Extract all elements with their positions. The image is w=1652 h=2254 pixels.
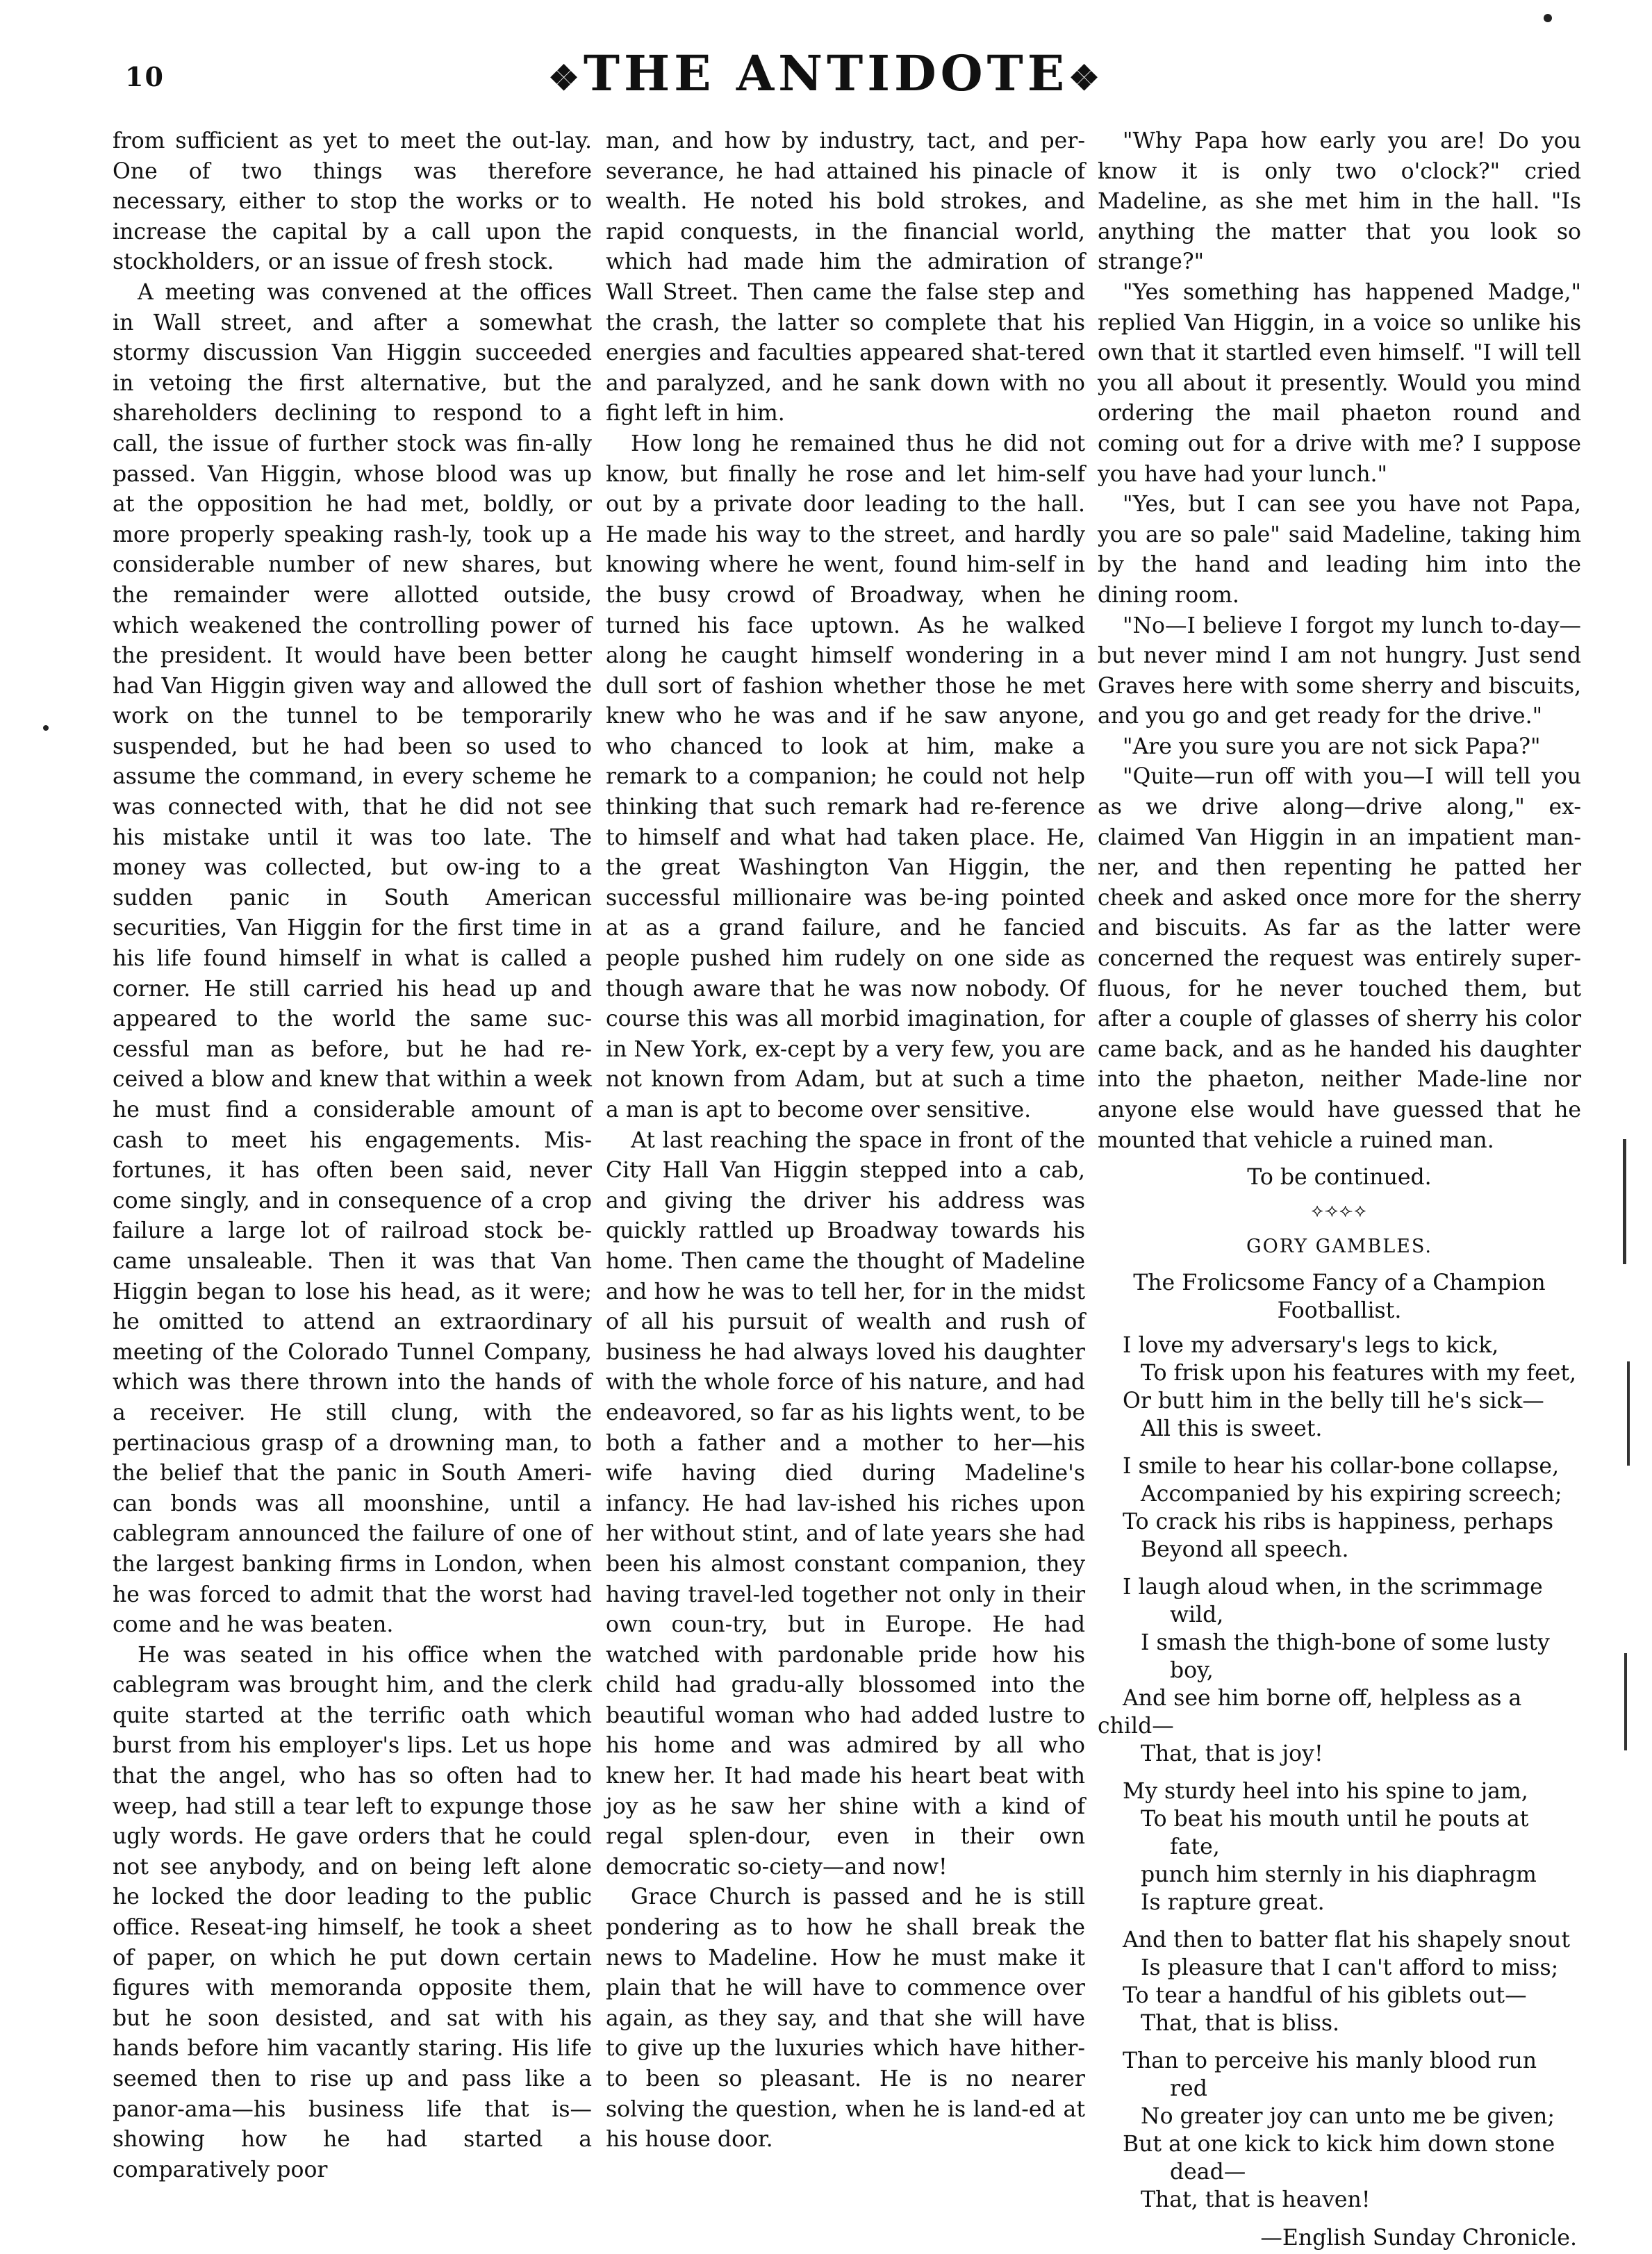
poem-line: To tear a handful of his giblets out— bbox=[1123, 1982, 1527, 2008]
margin-scan-mark bbox=[1624, 1653, 1627, 1750]
poem-attribution: —English Sunday Chronicle. bbox=[1260, 2225, 1577, 2251]
ink-speck bbox=[43, 725, 49, 731]
poem-line: To beat his mouth until he pouts at bbox=[1141, 1806, 1529, 1832]
poem-line: To crack his ribs is happiness, perhaps bbox=[1123, 1509, 1554, 1534]
poem-line: That, that is bliss. bbox=[1141, 2010, 1340, 2036]
poem-stanza bbox=[1098, 1573, 1581, 1768]
ink-speck bbox=[1544, 14, 1552, 22]
poem-stanza bbox=[1098, 1332, 1581, 1443]
poem-line: All this is sweet. bbox=[1141, 1416, 1323, 1441]
paragraph: "Quite—run off with you—I will tell you as we drive along—drive along," ex-claimed Van Higgin in an impatient man-ner, and then repenting he patted her cheek and asked once more for the sherry and biscuits. As far as the latter were concerned the request was entirely super-fluous, for he never touched them, but after a couple of glasses of sherry his color came back, and as he handed his daughter into the phaeton, neither Made-line nor anyone else would have guessed that he mounted that vehicle a ruined man. bbox=[1098, 764, 1581, 1153]
paragraph: At last reaching the space in front of the City Hall Van Higgin stepped into a cab, and giving the driver his address was quickly rattled up Broadway towards his home. Then came the thought of Madeline and how he was to tell her, for in the midst of all his pursuit of wealth and rush of business he had always loved his daughter with the whole force of his nature, and had endeavored, so far as his lights went, to be both a father and a mother to her—his wife having died during Madeline's infancy. He had lav-ished his riches upon her without stint, and of late years she had been his almost constant companion, they having travel-led together not only in their own coun-try, but in Europe. He had watched with pardonable pride how his child had gradu-ally blossomed into the beautiful woman who had added lustre to his home and was admired by all who knew her. It had made his heart beat with joy as he saw her shine with a kind of regal splen-dour, even in their own democratic so-ciety—and now! bbox=[606, 1127, 1085, 1880]
poem-title: GORY GAMBLES. bbox=[1246, 1236, 1432, 1258]
poem-subtitle: The Frolicsome Fancy of a Champion Footballist. bbox=[1133, 1270, 1546, 1323]
poem-line: My sturdy heel into his spine to jam, bbox=[1123, 1778, 1528, 1804]
to-be-continued: To be continued. bbox=[1247, 1165, 1432, 1191]
poem-line: And then to batter flat his shapely snout bbox=[1123, 1927, 1570, 1953]
paragraph: from sufficient as yet to meet the out-lay. One of two things was therefore necessary, either to stop the works or to increase the capital by a call upon the stockholders, or an issue of fresh stock. bbox=[113, 129, 592, 275]
poem-stanza bbox=[1098, 1452, 1581, 1564]
poem-line: boy, bbox=[1170, 1657, 1214, 1683]
paragraph: How long he remained thus he did not know, but finally he rose and let him-self out by a private door leading to the hall. He made his way to the street, and hardly knowing where he went, found him-self in the busy crowd of Broadway, when he turned his face uptown. As he walked along he caught himself wondering in a dull sort of fashion whether those he met knew who he was and if he saw anyone, who chanced to look at him, make a remark to a companion; he could not help thinking that such remark had re-ference to himself and what had taken place. He, the great Washington Van Higgin, the successful millionaire was be-ing pointed at as a grand failure, and he fancied people pushed him rudely on one side as though aware that he was now nobody. Of course this was all morbid imagination, for in New York, ex-cept by a very few, you are not known from Adam, but at such a time a man is apt to become over sensitive. bbox=[606, 431, 1085, 1122]
poem-line: I smile to hear his collar-bone collapse, bbox=[1123, 1453, 1560, 1479]
poem-line: I love my adversary's legs to kick, bbox=[1123, 1332, 1499, 1358]
masthead-ornament-left: ❖ bbox=[548, 57, 584, 99]
poem-line: Beyond all speech. bbox=[1141, 1536, 1349, 1562]
poem-line: Is pleasure that I can't afford to miss; bbox=[1141, 1955, 1559, 1980]
poem-line: That, that is heaven! bbox=[1141, 2187, 1371, 2212]
poem-line: I laugh aloud when, in the scrimmage bbox=[1123, 1574, 1543, 1600]
ornamental-divider: ⟡⟢⟣⟡ bbox=[1311, 1200, 1368, 1221]
poem-line: That, that is joy! bbox=[1141, 1741, 1323, 1766]
poem-line: But at one kick to kick him down stone bbox=[1123, 2131, 1555, 2157]
column-1 bbox=[113, 126, 592, 2185]
paragraph: A meeting was convened at the offices in Wall street, and after a somewhat stormy discussion Van Higgin succeeded in vetoing the first alternative, but the shareholders declining to respond to a call, the issue of further stock was fin-ally passed. Van Higgin, whose blood was up at the opposition he had met, boldly, or more properly speaking rash-ly, took up a considerable number of new shares, but the remainder were allotted outside, which weakened the controlling power of the president. It would have been better had Van Higgin given way and allowed the work on the tunnel to be temporarily suspended, but he had been so used to assume the command, in every scheme he was connected with, that he did not see his mistake until it was too late. The money was collected, but ow-ing to a sudden panic in South American securities, Van Higgin for the first time in his life found himself in what is called a corner. He still carried his head up and appeared to the world the same suc-cessful man as before, but he had re-ceived a blow and knew that within a week he must find a considerable amount of cash to meet his engagements. Mis-fortunes, it has often been said, never come singly, and in consequence of a crop failure a large lot of railroad stock be-came unsaleable. Then it was that Van Higgin began to lose his head, as it were; he omitted to attend an extraordinary meeting of the Colorado Tunnel Company, which was there thrown into the hands of a receiver. He still clung, with the pertinacious grasp of a drowning man, to the belief that the panic in South Ameri-can bonds was all moonshine, until a cablegram announced the failure of one of the largest banking firms in London, when he was forced to admit that the worst had come and he was beaten. bbox=[113, 279, 592, 1638]
poem-line: Than to perceive his manly blood run bbox=[1123, 2048, 1537, 2073]
masthead-ornament-right: ❖ bbox=[1068, 57, 1104, 99]
poem-line: punch him sternly in his diaphragm bbox=[1141, 1862, 1537, 1887]
paragraph: "No—I believe I forgot my lunch to-day—but never mind I am not hungry. Just send Graves here with some sherry and biscuits, and you go and get ready for the drive." bbox=[1098, 613, 1581, 729]
poem-stanza bbox=[1098, 1926, 1581, 2037]
paragraph: "Yes, but I can see you have not Papa, you are so pale" said Madeline, taking him by the hand and leading him into the dining room. bbox=[1098, 492, 1581, 608]
paragraph: "Are you sure you are not sick Papa?" bbox=[1123, 734, 1541, 759]
poem-line: fate, bbox=[1170, 1834, 1220, 1859]
poem-line: No greater joy can unto me be given; bbox=[1141, 2103, 1555, 2129]
paragraph: Grace Church is passed and he is still pondering as to how he shall break the news to Madeline. How he must make it plain that he will have to commence over again, as they say, and that she will have to give up the luxuries which have hither-to been so pleasant. He is no nearer solving the question, when he is land-ed at his house door. bbox=[606, 1884, 1085, 2153]
margin-scan-mark bbox=[1627, 1361, 1630, 1466]
poem-line: I smash the thigh-bone of some lusty bbox=[1141, 1630, 1550, 1655]
poem-stanza bbox=[1098, 2047, 1581, 2214]
paragraph: "Yes something has happened Madge," replied Van Higgin, in a voice so unlike his own that it startled even himself. "I will tell you all about it presently. Would you mind ordering the mail phaeton round and coming out for a drive with me? I suppose you have had your lunch." bbox=[1098, 279, 1581, 487]
masthead bbox=[0, 44, 1652, 102]
column-3 bbox=[1098, 126, 1581, 2254]
poem-line: Is rapture great. bbox=[1141, 1889, 1325, 1915]
poem-line: wild, bbox=[1170, 1602, 1224, 1627]
page-number: 10 bbox=[125, 61, 165, 92]
poem-stanza bbox=[1098, 1777, 1581, 1916]
masthead-title: THE ANTIDOTE bbox=[583, 44, 1069, 102]
column-2 bbox=[606, 126, 1085, 2155]
poem-line: Or butt him in the belly till he's sick— bbox=[1123, 1388, 1544, 1414]
poem-line: Accompanied by his expiring screech; bbox=[1141, 1481, 1562, 1507]
paragraph: He was seated in his office when the cablegram was brought him, and the clerk quite started at the terrific oath which burst from his employer's lips. Let us hope that the angel, who has so often had to weep, had still a tear left to expunge those ugly words. He gave orders that he could not see anybody, and on being left alone he locked the door leading to the public office. Reseat-ing himself, he took a sheet of paper, on which he put down certain figures with memoranda opposite them, but he soon desisted, and sat with his hands before him vacantly staring. His life seemed then to rise up and pass like a panor-ama—his business life that is—showing how he had started a comparatively poor bbox=[113, 1642, 592, 2182]
paragraph: "Why Papa how early you are! Do you know it is only two o'clock?" cried Madeline, as she met him in the hall. "Is anything the matter that you look so strange?" bbox=[1098, 129, 1581, 275]
poem-line: red bbox=[1170, 2075, 1207, 2101]
poem-line: And see him borne off, helpless as a child— bbox=[1098, 1685, 1522, 1739]
poem-line: To frisk upon his features with my feet, bbox=[1141, 1360, 1577, 1386]
poem-line: dead— bbox=[1170, 2159, 1246, 2185]
margin-scan-mark bbox=[1623, 1139, 1626, 1264]
paragraph: man, and how by industry, tact, and per-severance, he had attained his pinacle of wealth. He noted his bold strokes, and rapid conquests, in the financial world, which had made him the admiration of Wall Street. Then came the false step and the crash, the latter so complete that his energies and faculties appeared shat-tered and paralyzed, and he sank down with no fight left in him. bbox=[606, 129, 1085, 426]
